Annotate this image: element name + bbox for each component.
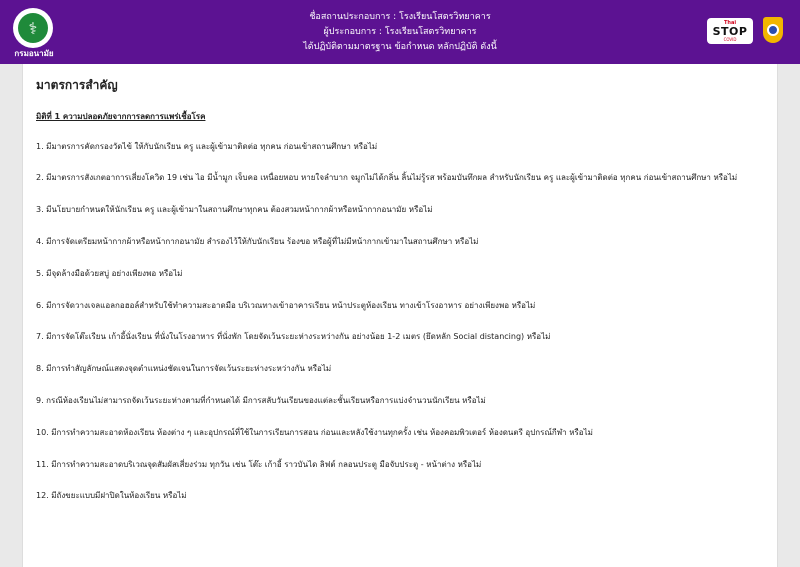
shield-emblem-icon — [763, 17, 783, 43]
department-logo — [13, 8, 53, 48]
site-header — [0, 0, 800, 64]
measure-item: 2. มีมาตรการสังเกตอาการเสี่ยงโควิด 19 เช่น ไอ มีน้ำมูก เจ็บคอ เหนื่อยหอบ หายใจลำบาก จมูกไม่ได้กลิ่น ลิ้นไม่รู้รส พร้อมบันทึกผล สำหรับนักเรียน ครู และผู้เข้ามาติดต่อ ทุกคน ก่อนเข้าสถานศึกษา หรือไม่ — [36, 173, 738, 182]
establishment-info — [270, 10, 530, 55]
measures-panel — [22, 64, 778, 567]
establishment-name: ชื่อสถานประกอบการ : โรงเรียนโสตรวิทยาคาร — [309, 12, 491, 22]
caduceus-icon: ⚕ — [18, 13, 48, 43]
measure-item: 6. มีการจัดวางเจลแอลกอฮอล์สำหรับใช้ทำความสะอาดมือ บริเวณทางเข้าอาคารเรียน หน้าประตูห้องเรียน ทางเข้าโรงอาหาร อย่างเพียงพอ หรือไม่ — [36, 301, 536, 310]
measure-item: 4. มีการจัดเตรียมหน้ากากผ้าหรือหน้ากากอนามัย สำรองไว้ให้กับนักเรียน ร้องขอ หรือผู้ที่ไม่มีหน้ากากเข้ามาในสถานศึกษา หรือไม่ — [36, 237, 479, 246]
measure-item: 1. มีมาตรการคัดกรองวัดไข้ ให้กับนักเรียน ครู และผู้เข้ามาติดต่อ ทุกคน ก่อนเข้าสถานศึกษา หรือไม่ — [36, 142, 378, 151]
measure-item: 8. มีการทำสัญลักษณ์แสดงจุดตำแหน่งชัดเจนในการจัดเว้นระยะห่างระหว่างกัน หรือไม่ — [36, 364, 332, 373]
measure-item: 10. มีการทำความสะอาดห้องเรียน ห้องต่าง ๆ และอุปกรณ์ที่ใช้ในการเรียนการสอน ก่อนและหลังใช้งานทุกครั้ง เช่น ห้องคอมพิวเตอร์ ห้องดนตรี อุปกรณ์กีฬา หรือไม่ — [36, 428, 593, 437]
measure-item: 5. มีจุดล้างมือด้วยสบู่ อย่างเพียงพอ หรือไม่ — [36, 269, 183, 278]
logo-caption: กรมอนามัย — [14, 49, 54, 58]
measure-item: 11. มีการทำความสะอาดบริเวณจุดสัมผัสเสี่ยงร่วม ทุกวัน เช่น โต๊ะ เก้าอี้ ราวบันได ลิฟต์ กลอนประตู มือจับประตู - หน้าต่าง หรือไม่ — [36, 460, 482, 469]
thai-stop-covid-logo: Thai STOP COVID — [707, 18, 753, 44]
section-subtitle: มิติที่ 1 ความปลอดภัยจากการลดการแพร่เชื้อโรค — [36, 112, 206, 121]
compliance-statement: ได้ปฏิบัติตามมาตรฐาน ข้อกำหนด หลักปฏิบัติ ดังนี้ — [303, 42, 497, 52]
measure-item: 12. มีถังขยะแบบมีฝาปิดในห้องเรียน หรือไม่ — [36, 491, 187, 500]
measure-item: 9. กรณีห้องเรียนไม่สามารถจัดเว้นระยะห่างตามที่กำหนดได้ มีการสลับวันเรียนของแต่ละชั้นเรียนหรือการแบ่งจำนวนนักเรียน หรือไม่ — [36, 396, 486, 405]
operator-name: ผู้ประกอบการ : โรงเรียนโสตรวิทยาคาร — [323, 27, 477, 37]
page-title: มาตรการสำคัญ — [36, 78, 118, 92]
measure-item: 7. มีการจัดโต๊ะเรียน เก้าอี้นั่งเรียน ที่นั่งในโรงอาหาร ที่นั่งพัก โดยจัดเว้นระยะห่างระหว่างกัน อย่างน้อย 1-2 เมตร (ยึดหลัก Social distancing) หรือไม่ — [36, 332, 551, 341]
measure-item: 3. มีนโยบายกำหนดให้นักเรียน ครู และผู้เข้ามาในสถานศึกษาทุกคน ต้องสวมหน้ากากผ้าหรือหน้ากากอนามัย หรือไม่ — [36, 205, 433, 214]
